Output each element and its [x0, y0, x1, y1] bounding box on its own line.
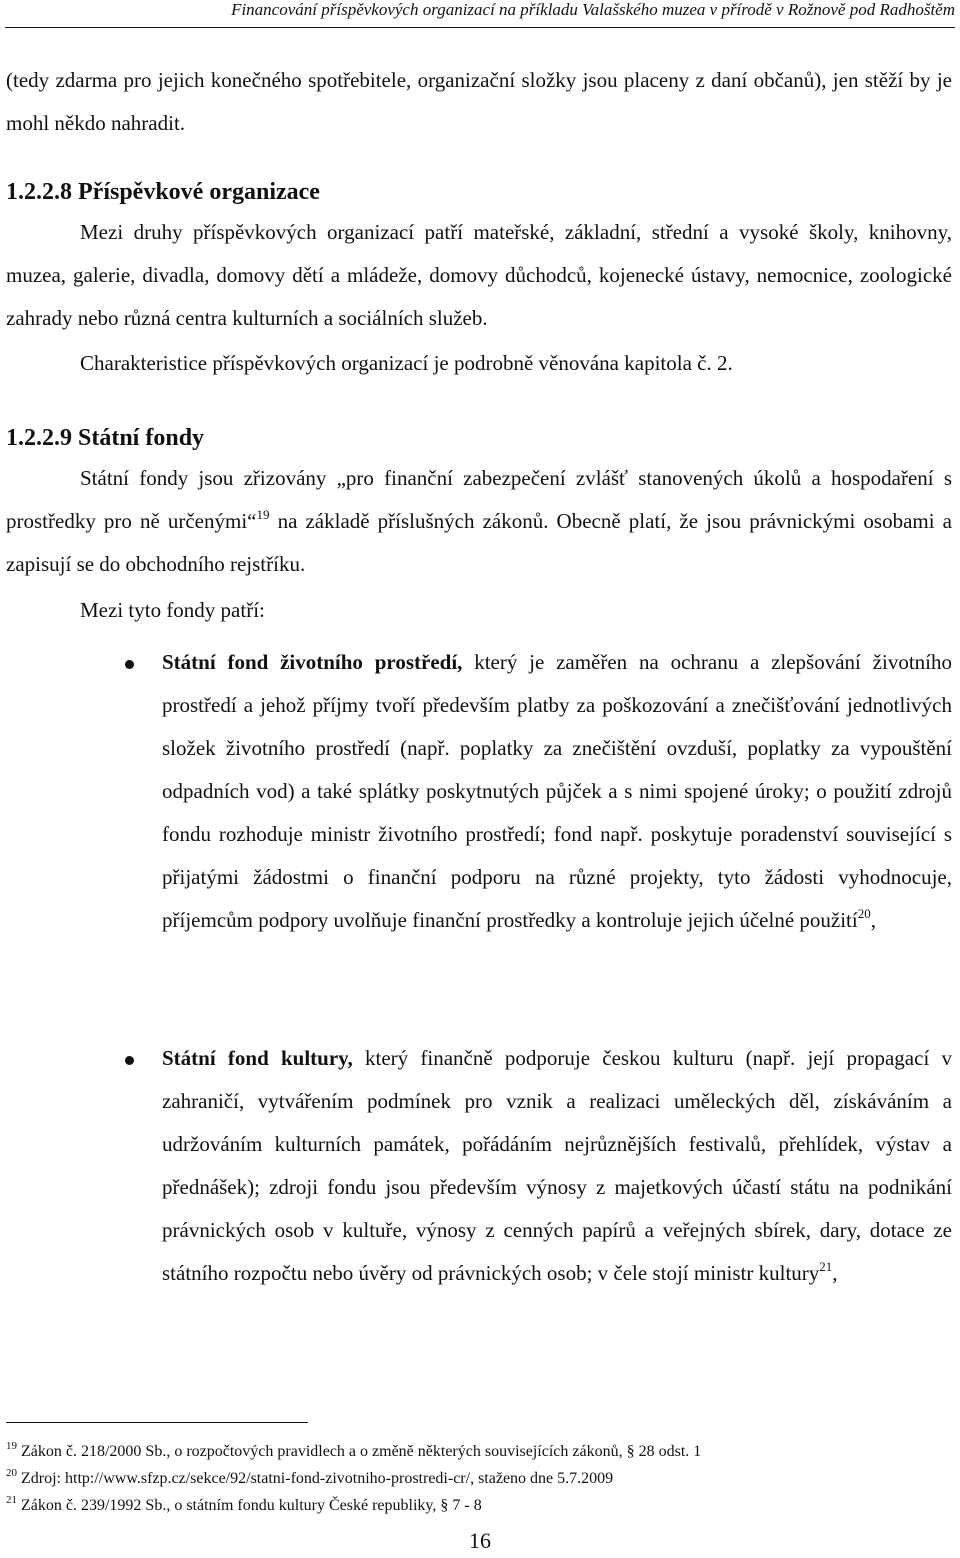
section-heading-1228: 1.2.2.8 Příspěvkové organizace [6, 179, 320, 205]
footnote-number: 20 [6, 1467, 17, 1479]
paragraph-types-of-organizations: Mezi druhy příspěvkových organizací patří mateřské, základní, střední a vysoké školy, knihovny, muzea, galerie, divadla, domovy dětí a mládeže, domovy důchodců, kojenecké ústavy, nemocnice, zoologické zahrady nebo různá centra kulturních a sociálních služeb. [6, 220, 952, 330]
paragraph-funds-list-intro: Mezi tyto fondy patří: [80, 598, 265, 622]
bullet-icon [125, 660, 134, 669]
list-item-title: Státní fond kultury, [162, 1046, 353, 1070]
section-heading-1229: 1.2.2.9 Státní fondy [6, 425, 205, 451]
running-header: Financování příspěvkových organizací na příkladu Valašského muzea v přírodě v Rožnově pod Radhoštěm [231, 0, 955, 19]
footnote-21 [6, 1492, 956, 1519]
footnote-ref-19[interactable]: 19 [256, 507, 270, 522]
footnote-number: 21 [6, 1494, 17, 1506]
footnote-19 [6, 1438, 956, 1465]
list-item-title: Státní fond životního prostředí, [162, 650, 463, 674]
footnote-text: Zákon č. 218/2000 Sb., o rozpočtových pravidlech a o změně některých souvisejících zákonů, § 28 odst. 1 [17, 1443, 702, 1460]
footnotes [6, 1438, 956, 1519]
list-item-body: který finančně podporuje českou kulturu (např. její propagací v zahraničí, vytvářením podmínek pro vznik a realizaci uměleckých děl, získáváním a udržováním kulturních památek, pořádáním nejrůznějších festivalů, přehlídek, výstav a přednášek); zdroji fondu jsou především výnosy z majetkových účastí státu na podnikání právnických osob v kultuře, výnosy z cenných papírů a veřejných sbírek, dary, dotace ze státního rozpočtu nebo úvěry od právnických osob; v čele stojí ministr kultury [162, 1046, 953, 1285]
footnote-text[interactable]: Zdroj: http://www.sfzp.cz/sekce/92/statni-fond-zivotniho-prostredi-cr/, staženo dne 5.7.2009 [17, 1470, 614, 1487]
footnote-ref-21[interactable]: 21 [819, 1259, 833, 1274]
footnote-number: 19 [6, 1440, 17, 1452]
state-funds-quote: Státní fondy jsou zřizovány „pro finanční zabezpečení zvlášť stanovených úkolů a hospodaření s prostředky pro ně určenými“ [6, 466, 952, 533]
header-rule [5, 27, 955, 28]
list-item-text [162, 1037, 952, 1295]
list-item-body: který je zaměřen na ochranu a zlepšování životního prostředí a jehož příjmy tvoří především platby za poškozování a znečišťování jednotlivých složek životního prostředí (např. poplatky za znečištění ovzduší, poplatky za vypouštění odpadních vod) a také splátky poskytnutých půjček a s nimi spojené úroky; o použití zdrojů fondu rozhoduje ministr životního prostředí; fond např. poskytuje poradenství související s přijatými žádostmi o finanční podporu na různé projekty, tyto žádosti vyhodnocuje, příjemcům podpory uvolňuje finanční prostředky a kontroluje jejich účelné použití [162, 650, 952, 932]
page-number: 16 [469, 1528, 491, 1553]
footnote-text: Zákon č. 239/1992 Sb., o státním fondu kultury České republiky, § 7 - 8 [17, 1497, 482, 1514]
bullet-icon [125, 1056, 134, 1065]
list-item-tail: , [870, 908, 876, 932]
list-item-tail: , [832, 1261, 838, 1285]
footnote-rule [6, 1422, 308, 1423]
continuation-paragraph: (tedy zdarma pro jejich konečného spotřebitele, organizační složky jsou placeny z daní občanů), jen stěží by je mohl někdo nahradit. [6, 68, 952, 135]
footnote-ref-20[interactable]: 20 [857, 906, 871, 921]
footnote-20 [6, 1465, 956, 1492]
paragraph-state-funds-definition [6, 457, 952, 586]
state-funds-definition-rest: na základě příslušných zákonů. Obecně platí, že jsou právnickými osobami a zapisují se do obchodního rejstříku. [6, 509, 952, 576]
paragraph-chapter-reference: Charakteristice příspěvkových organizací je podrobně věnována kapitola č. 2. [80, 351, 733, 375]
list-item-text [162, 641, 952, 942]
